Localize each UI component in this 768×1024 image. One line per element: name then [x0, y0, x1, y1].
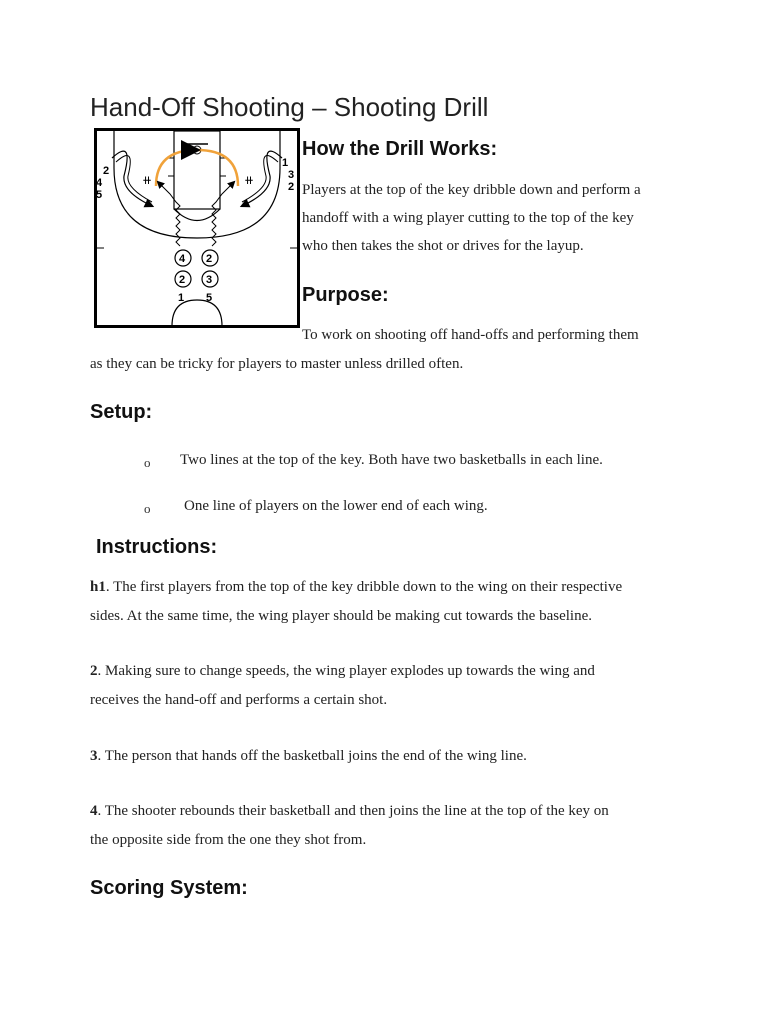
- left-label-2: 4: [96, 177, 103, 189]
- purpose-line: To work on shooting off hand-offs and performing them: [302, 327, 639, 343]
- right-label-3: 2: [288, 181, 295, 193]
- lane: [174, 131, 220, 209]
- player-circle-4: 4: [179, 253, 186, 265]
- step-line: [90, 748, 527, 765]
- court-border: [96, 130, 299, 327]
- step-line: sides. At the same time, the wing player should be making cut towards the baseline.: [90, 608, 592, 624]
- setup-item: One line of players on the lower end of each wing.: [184, 498, 488, 514]
- bottom-label-5: 5: [206, 292, 213, 304]
- step-number: h1: [90, 579, 106, 595]
- left-label-1: 2: [103, 165, 110, 177]
- step-line: [90, 579, 622, 596]
- shot-path: [156, 150, 238, 186]
- scoring-heading: Scoring System:: [90, 877, 248, 899]
- step-text: . The shooter rebounds their basketball and then joins the line at the top of the key on: [97, 803, 609, 819]
- instructions-heading: Instructions:: [96, 536, 218, 558]
- how-line: Players at the top of the key dribble down and perform a: [302, 182, 641, 198]
- drill-diagram: [94, 128, 300, 328]
- step-text: . Making sure to change speeds, the wing player explodes up towards the wing and: [97, 663, 595, 679]
- right-label-2: 3: [288, 169, 295, 181]
- how-heading: How the Drill Works:: [302, 138, 498, 160]
- step-line: the opposite side from the one they shot from.: [90, 832, 367, 848]
- purpose-line: as they can be tricky for players to master unless drilled often.: [90, 356, 464, 372]
- player-circle-2a: 2: [206, 253, 213, 265]
- setup-heading: Setup:: [90, 401, 153, 423]
- step-number: 3: [90, 748, 98, 764]
- page-title: Hand-Off Shooting – Shooting Drill: [90, 92, 489, 122]
- purpose-heading: Purpose:: [302, 284, 389, 306]
- step-line: [90, 663, 595, 680]
- step-text: . The person that hands off the basketball joins the end of the wing line.: [97, 748, 527, 764]
- bottom-label-1: 1: [178, 292, 185, 304]
- step-line: receives the hand-off and performs a certain shot.: [90, 692, 388, 708]
- three-point-line: [114, 131, 280, 238]
- step-text: . The first players from the top of the key dribble down to the wing on their respective: [105, 579, 623, 595]
- step-number: 2: [90, 663, 98, 679]
- step-number: 4: [90, 803, 98, 819]
- how-line: who then takes the shot or drives for the layup.: [302, 238, 584, 254]
- left-label-3: 5: [96, 189, 103, 201]
- player-circle-2b: 2: [179, 274, 186, 286]
- svg-text:⧺: ⧺: [142, 173, 153, 187]
- player-circle-3: 3: [206, 274, 213, 286]
- step-line: [90, 803, 609, 820]
- svg-text:⧺: ⧺: [244, 173, 255, 187]
- bullet-marker: o: [144, 455, 151, 470]
- how-line: handoff with a wing player cutting to the top of the key: [302, 210, 634, 226]
- setup-item: Two lines at the top of the key. Both have two basketballs in each line.: [180, 452, 603, 468]
- right-label-1: 1: [282, 157, 289, 169]
- bullet-marker: o: [144, 501, 151, 516]
